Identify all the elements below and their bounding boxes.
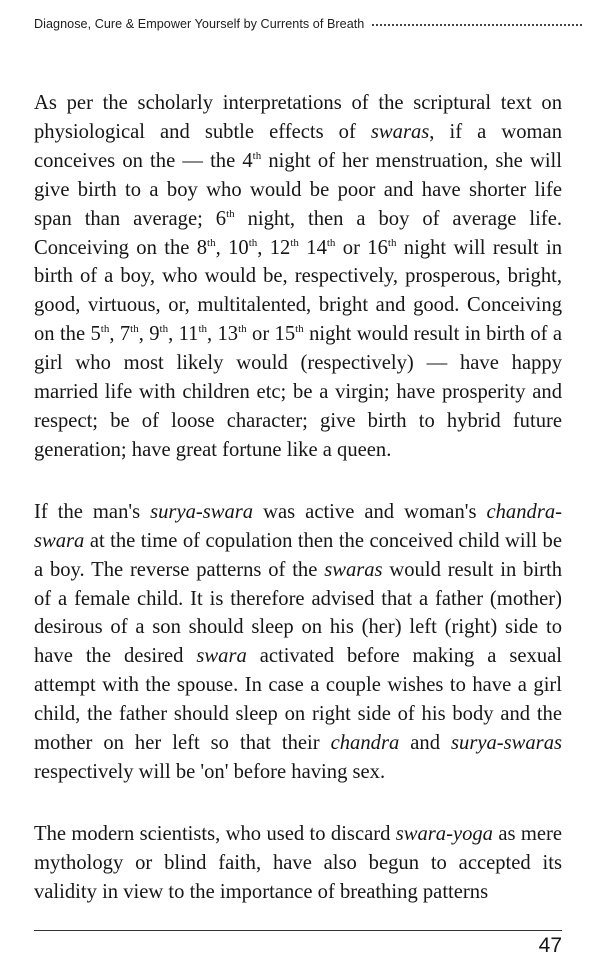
ordinal-suffix: th	[248, 236, 258, 249]
text-segment: , 10	[215, 236, 249, 259]
ordinal-suffix: th	[207, 236, 216, 249]
footer-rule	[34, 930, 562, 931]
ordinal-suffix: th	[130, 323, 139, 336]
text-segment: or 16	[335, 236, 388, 259]
text-segment: respectively will be 'on' before having sex.	[34, 760, 386, 783]
ordinal-suffix: th	[295, 323, 304, 336]
paragraph-modern-scientists	[34, 820, 562, 907]
text-segment: night, then a boy of average life. Conceiving on the 8	[34, 207, 562, 259]
emphasis-term: swaras	[370, 120, 430, 143]
emphasis-term: swaras	[324, 558, 383, 581]
text-segment: The modern scientists, who used to discard	[34, 822, 396, 845]
text-segment: , 13	[207, 323, 239, 346]
text-segment: as mere mythology or blind faith, have also begun to accepted its validity in view to the importance of breathing patterns	[34, 822, 562, 903]
ordinal-suffix: th	[100, 323, 110, 336]
ordinal-suffix: th	[238, 323, 247, 336]
paragraph-conception-nights	[34, 89, 562, 465]
text-segment: at the time of copulation then the conceived child will be a boy. The reverse patterns of the	[34, 529, 562, 581]
emphasis-term: surya-swaras	[451, 732, 563, 755]
ordinal-suffix: th	[326, 236, 336, 249]
text-segment: night will result in birth of a boy, who would be, respectively, prosperous, bright, good, virtuous, or, multitalented, bright and good. Conceiving on the 5	[34, 236, 562, 346]
text-segment: As per the scholarly interpretations of the scriptural text on physiological and subtle effects of	[34, 92, 562, 143]
text-segment: If the man's	[34, 500, 151, 523]
ordinal-suffix: th	[198, 323, 207, 336]
page-number: 47	[538, 934, 562, 957]
text-segment: , 12	[257, 236, 291, 259]
running-header-title: Diagnose, Cure & Empower Yourself by Currents of Breath	[34, 17, 365, 31]
emphasis-term: surya-swara	[150, 500, 254, 523]
ordinal-suffix: th	[387, 236, 397, 249]
text-segment: , 9	[138, 323, 160, 346]
text-segment: , if a woman conceives on the — the 4	[34, 120, 562, 172]
text-segment: would result in birth of a female child. It is therefore advised that a father (mother) desirous of a son should sleep on his (her) left (right) side to have the desired	[34, 558, 562, 668]
ordinal-suffix: th	[252, 149, 262, 162]
text-segment: activated before making a sexual attempt with the spouse. In case a couple wishes to have a girl child, the father should sleep on right side of his body and the mother on her left so that their	[34, 645, 562, 755]
text-segment: was active and woman's	[253, 500, 487, 523]
text-segment: night would result in birth of a girl who most likely would (respectively) — have happy married life with children etc; be a virgin; have prosperity and respect; be of loose character; give birth to hybrid future generation; have great fortune like a queen.	[34, 323, 563, 461]
emphasis-term: chandra-swara	[34, 500, 562, 552]
body-text	[34, 89, 562, 907]
ordinal-suffix: th	[159, 323, 169, 336]
text-segment: , 11	[168, 323, 199, 346]
emphasis-term: swara-yoga	[395, 822, 493, 845]
text-segment: 14	[298, 236, 327, 259]
ordinal-suffix: th	[226, 207, 235, 220]
text-segment: or 15	[246, 323, 296, 346]
ordinal-suffix: th	[290, 236, 299, 249]
paragraph-swara-gender	[34, 498, 562, 787]
running-header	[34, 13, 582, 35]
emphasis-term: chandra	[330, 732, 400, 755]
emphasis-term: swara	[196, 645, 247, 668]
text-segment: , 7	[109, 323, 131, 346]
dotted-leader-line	[372, 24, 582, 26]
text-segment: and	[399, 732, 452, 755]
text-segment: night of her menstruation, she will give birth to a boy who would be poor and have shorter life span than average; 6	[34, 149, 562, 230]
